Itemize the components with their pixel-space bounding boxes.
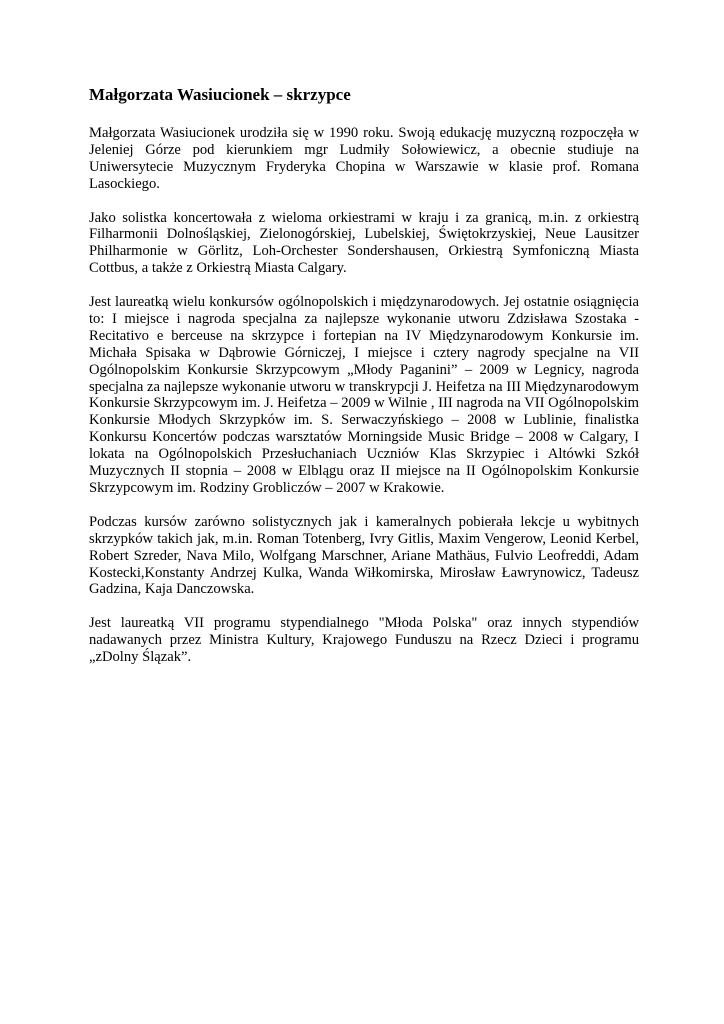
paragraph-courses: Podczas kursów zarówno solistycznych jak i kameralnych pobierała lekcje u wybitnych skrzypków takich jak, m.in. Roman Totenberg, Ivry Gitlis, Maxim Vengerow, Leonid Kerbel, Robert Szreder, Nava Milo, Wolfgang Marschner, Ariane Mathäus, Fulvio Leofreddi, Adam Kostecki,Konstanty Andrzej Kulka, Wanda Wiłkomirska, Mirosław Ławrynowicz, Tadeusz Gadzina, Kaja Danczowska.: [89, 513, 639, 598]
paragraph-education: Małgorzata Wasiucionek urodziła się w 1990 roku. Swoją edukację muzyczną rozpoczęła w Jeleniej Górze pod kierunkiem mgr Ludmiły Sołowiewicz, a obecnie studiuje na Uniwersytecie Muzycznym Fryderyka Chopina w Warszawie w klasie prof. Romana Lasockiego.: [89, 125, 639, 192]
document-page: [89, 84, 639, 683]
paragraph-awards: Jest laureatką wielu konkursów ogólnopolskich i międzynarodowych. Jej ostatnie osiągnięcia to: I miejsce i nagroda specjalna za najlepsze wykonanie utworu Zdzisława Szostaka - Recitativo e berceuse na skrzypce i fortepian na IV Międzynarodowym Konkursie im. Michała Spisaka w Dąbrowie Górniczej, I miejsce i cztery nagrody specjalne na VII Ogólnopolskim Konkursie Skrzypcowym „Młody Paganini” – 2009 w Legnicy, nagroda specjalna za najlepsze wykonanie utworu w transkrypcji J. Heifetza na III Międzynarodowym Konkursie Skrzypcowym im. J. Heifetza – 2009 w Wilnie , III nagroda na VII Ogólnopolskim Konkursie Młodych Skrzypków im. S. Serwaczyńskiego – 2008 w Lublinie, finalistka Konkursu Koncertów podczas warsztatów Morningside Music Bridge – 2008 w Calgary, I lokata na Ogólnopolskich Przesłuchaniach Uczniów Klas Skrzypiec i Altówki Szkół Muzycznych II stopnia – 2008 w Elblągu oraz II miejsce na II Ogólnopolskim Konkursie Skrzypcowym im. Rodziny Grobliczów – 2007 w Krakowie.: [89, 294, 639, 496]
paragraph-soloist: Jako solistka koncertowała z wieloma orkiestrami w kraju i za granicą, m.in. z orkiestrą Filharmonii Dolnośląskiej, Zielonogórskiej, Lubelskiej, Świętokrzyskiej, Neue Lausitzer Philharmonie w Görlitz, Loh-Orchester Sondershausen, Orkiestrą Symfoniczną Miasta Cottbus, a także z Orkiestrą Miasta Calgary.: [89, 209, 639, 277]
paragraph-scholarships: Jest laureatką VII programu stypendialnego "Młoda Polska" oraz innych stypendiów nadawanych przez Ministra Kultury, Krajowego Funduszu na Rzecz Dzieci i programu „zDolny Ślązak”.: [89, 615, 639, 666]
document-title: Małgorzata Wasiucionek – skrzypce: [89, 85, 351, 104]
